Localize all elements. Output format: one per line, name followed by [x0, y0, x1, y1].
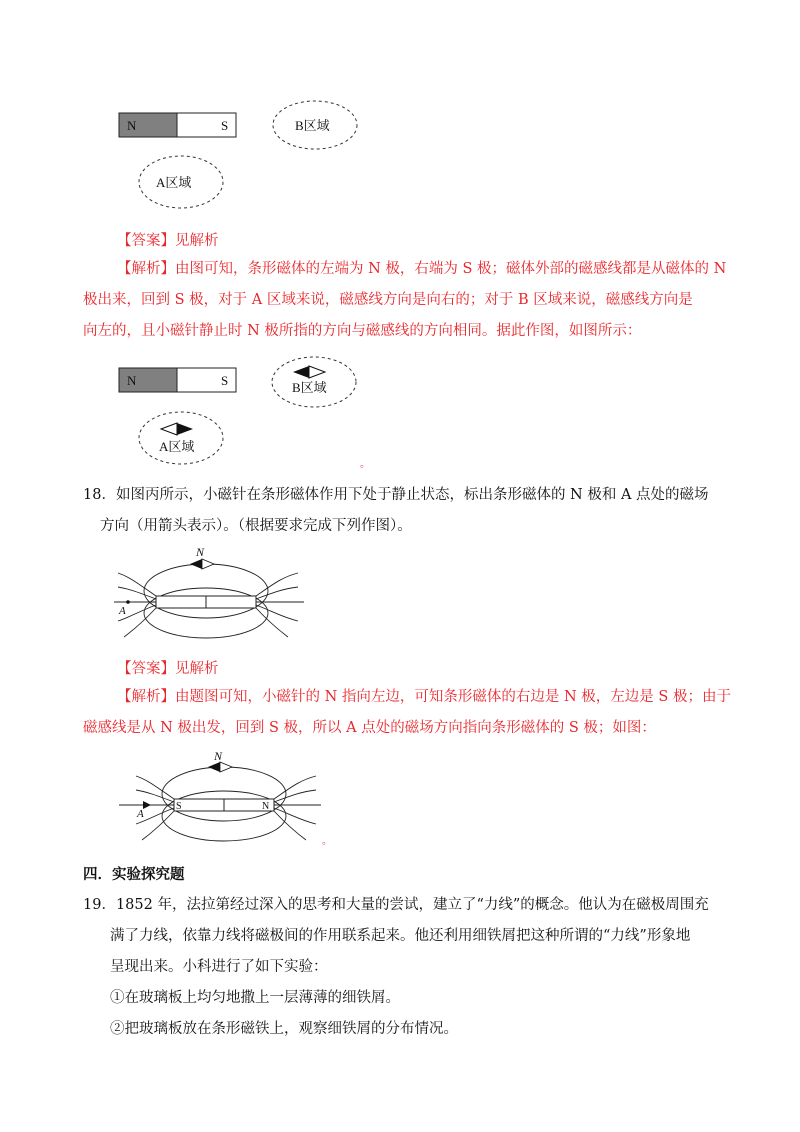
compass-needle-b	[293, 366, 309, 378]
magnet-n-label: N	[127, 118, 137, 133]
analysis-line: 【解析】由图可知，条形磁体的左端为 N 极，右端为 S 极；磁体外部的磁感线都是从磁体的 N	[117, 261, 727, 277]
compass-needle	[208, 762, 220, 772]
figure-magnet-regions-answer	[115, 355, 380, 470]
region-b-label: B区域	[292, 380, 327, 395]
point-a-label: A	[137, 808, 144, 820]
needle-n-label: N	[196, 545, 205, 559]
section-title: 四．实验探究题	[83, 866, 185, 883]
compass-needle	[190, 559, 202, 569]
analysis-line: 极出来，回到 S 极，对于 A 区域来说，磁感线方向是向右的；对于 B 区域来说，磁感线方向是	[83, 292, 693, 308]
magnet-s-label: S	[221, 118, 229, 133]
answer-label: 【答案】见解析	[117, 233, 219, 249]
question-19-line: 满了力线，依靠力线将磁极间的作用联系起来。他还利用细铁屑把这种所谓的“力线”形象地	[110, 928, 691, 944]
question-19-step: ②把玻璃板放在条形磁铁上，观察细铁屑的分布情况。	[110, 1021, 458, 1037]
figure-magnet-regions	[115, 100, 375, 220]
magnet-s-label: S	[221, 373, 229, 388]
question-19-step: ①在玻璃板上均匀地撒上一层薄薄的细铁屑。	[110, 990, 400, 1006]
answer-label: 【答案】见解析	[117, 661, 219, 677]
question-19-line: 呈现出来。小科进行了如下实验：	[110, 959, 328, 975]
figure-field-lines-answer	[115, 748, 340, 848]
region-a-label: A区域	[159, 439, 195, 454]
magnet-s-label: S	[176, 801, 182, 812]
region-a-label: A区域	[156, 175, 192, 190]
analysis-line: 向左的，且小磁针静止时 N 极所指的方向与磁感线的方向相同。据此作图，如图所示：	[83, 323, 642, 339]
analysis-line: 【解析】由题图可知，小磁针的 N 指向左边，可知条形磁体的右边是 N 极，左边是 S 极；由于	[117, 689, 731, 705]
needle-n-label: N	[214, 749, 223, 763]
figure-field-lines	[110, 545, 310, 640]
question-18-line: 18．如图丙所示，小磁针在条形磁体作用下处于静止状态，标出条形磁体的 N 极和 A 点处的磁场	[83, 487, 709, 503]
question-18-line: 方向（用箭头表示）。（根据要求完成下列作图）。	[100, 518, 412, 534]
end-mark: 。	[322, 836, 332, 847]
end-mark: 。	[360, 459, 370, 470]
region-b-label: B区域	[295, 118, 330, 133]
question-19-line: 19．1852 年，法拉第经过深入的思考和大量的尝试，建立了“力线”的概念。他认为在磁极周围充	[83, 897, 709, 913]
magnet-n-label: N	[262, 801, 270, 812]
magnet-n-label: N	[127, 373, 137, 388]
compass-needle-a	[177, 423, 193, 435]
analysis-line: 磁感线是从 N 极出发，回到 S 极，所以 A 点处的磁场方向指向条形磁体的 S 极；如图：	[83, 720, 656, 736]
point-a-label: A	[119, 605, 126, 617]
